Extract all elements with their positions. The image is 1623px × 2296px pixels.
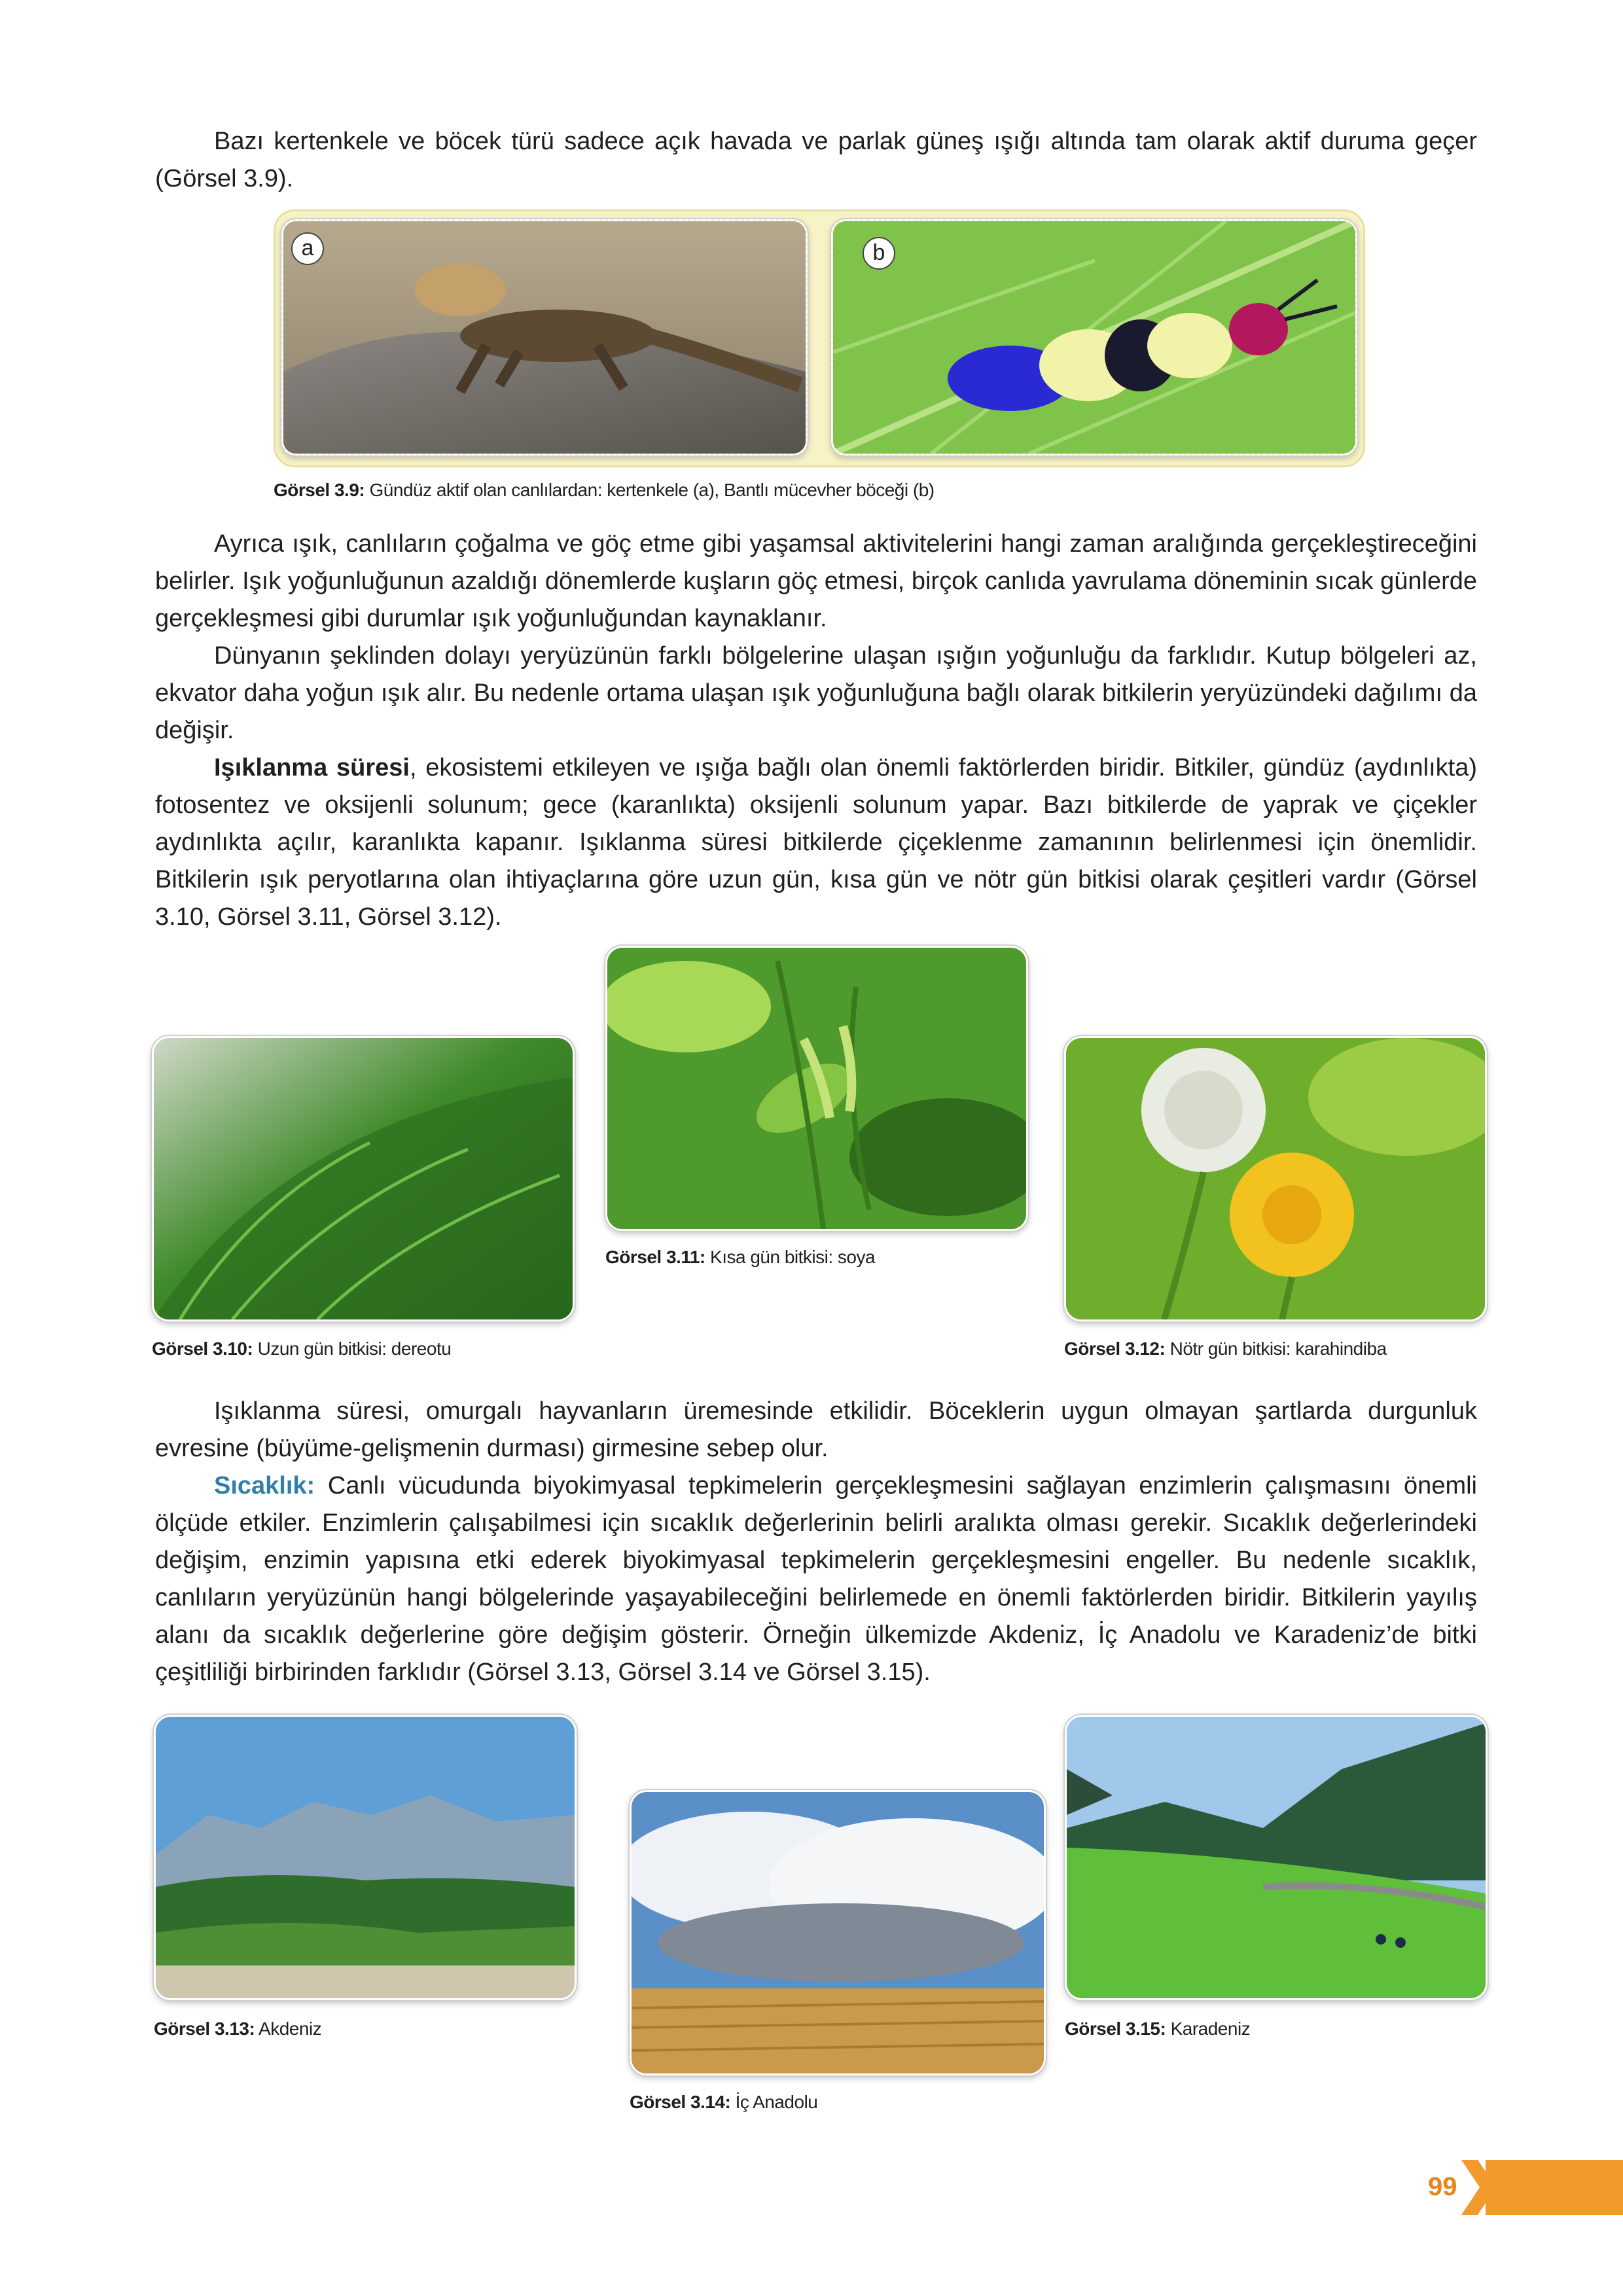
page-number-band [1486,2160,1623,2215]
paragraph-temperature [155,1467,1477,1691]
jewel-beetle-photo [831,219,1357,456]
soy-photo [605,946,1028,1231]
paragraph-earth-shape [155,637,1477,749]
label-b: b [863,237,895,270]
caption-3-14: Görsel 3.14: İç Anadolu [630,2092,818,2112]
caption-3-13: Görsel 3.13: Akdeniz [154,2018,322,2039]
paragraph-text: Işıklanma süresi, omurgalı hayvanların üremesinde etkilidir. Böceklerin uygun olmayan şartlarda durgunluk evresine (büyüme-gelişmenin durması) girmesine sebep olur. [155,1397,1477,1462]
paragraph-text: Canlı vücudunda biyokimyasal tepkimelerin gerçekleşmesini sağlayan enzimlerin çalışmasını önemli ölçüde etkiler. Enzimlerin çalışabilmesi için sıcaklık değerlerinin belirli aralıkta olması gerekir. Sıcaklık değerlerindeki değişim, enzimin yapısına etki ederek biyokimyasal tepkimelerin gerçekleşmesini engeller. Bu nedenle sıcaklık, canlıların yeryüzünün hangi bölgelerinde yaşayabileceğini belirlemede en önemli faktörlerden biridir. Bitkilerin yayılış alanı da sıcaklık değerlerine göre değişim gösterir. Örneğin ülkemizde Akdeniz, İç Anadolu ve Karadeniz’de bitki çeşitliliği birbirinden farklıdır (Görsel 3.13, Görsel 3.14 ve Görsel 3.15). [155,1472,1477,1686]
dandelion-photo [1064,1036,1487,1321]
keyword-temperature: Sıcaklık: [214,1472,315,1499]
black-sea-photo [1065,1715,1488,2000]
paragraph-text: , ekosistemi etkileyen ve ışığa bağlı olan önemli faktörlerden biridir. Bitkiler, gündüz (aydınlıkta) fotosentez ve oksijenli solunum; gece (karanlıkta) oksijenli solunum yapar. Bazı bitkilerde de yaprak ve çiçekler aydınlıkta açılır, karanlıkta kapanır. Işıklanma süresi bitkilerde çiçeklenme zamanının belirlenmesi için önemlidir. Bitkilerin ışık peryotlarına olan ihtiyaçlarına göre uzun gün, kısa gün ve nötr gün bitkisi olarak çeşitleri vardır (Görsel 3.10, Görsel 3.11, Görsel 3.12). [155,754,1477,931]
keyword-photoperiod: Işıklanma süresi [214,754,410,781]
lizard-photo [281,219,808,456]
caption-3-9: Görsel 3.9: Gündüz aktif olan canlılardan: kertenkele (a), Bantlı mücevher böceği (b) [274,480,935,500]
paragraph-text: Bazı kertenkele ve böcek türü sadece açık havada ve parlak güneş ışığı altında tam olarak aktif duruma geçer (Görsel 3.9). [155,128,1477,192]
paragraph-photoperiod [155,749,1477,936]
page-number: 99 [1428,2172,1457,2201]
caption-3-15: Görsel 3.15: Karadeniz [1065,2018,1251,2039]
dill-photo [152,1036,575,1321]
paragraph-text: Dünyanın şeklinden dolayı yeryüzünün farklı bölgelerine ulaşan ışığın yoğunluğu da farklıdır. Kutup bölgeleri az, ekvator daha yoğun ışık alır. Bu nedenle ortama ulaşan ışık yoğunluğuna bağlı olarak bitkilerin yeryüzündeki dağılımı da değişir. [155,642,1477,744]
paragraph-intro [155,123,1477,198]
paragraph-vertebrates [155,1393,1477,1467]
mediterranean-photo [154,1715,577,2000]
label-a: a [291,232,324,265]
caption-3-11: Görsel 3.11: Kısa gün bitkisi: soya [605,1247,876,1267]
caption-3-12: Görsel 3.12: Nötr gün bitkisi: karahindiba [1064,1338,1387,1359]
central-anatolia-photo [630,1790,1046,2075]
paragraph-text: Ayrıca ışık, canlıların çoğalma ve göç etme gibi yaşamsal aktivitelerini hangi zaman aralığında gerçekleştireceğini belirler. Işık yoğunluğunun azaldığı dönemlerde kuşların göç etmesi, birçok canlıda yavrulama döneminin sıcak günlerde gerçekleşmesi gibi durumlar ışık yoğunluğundan kaynaklanır. [155,530,1477,632]
caption-3-10: Görsel 3.10: Uzun gün bitkisi: dereotu [152,1338,452,1359]
paragraph-light [155,526,1477,637]
chevron-right-icon [1458,2160,1497,2215]
